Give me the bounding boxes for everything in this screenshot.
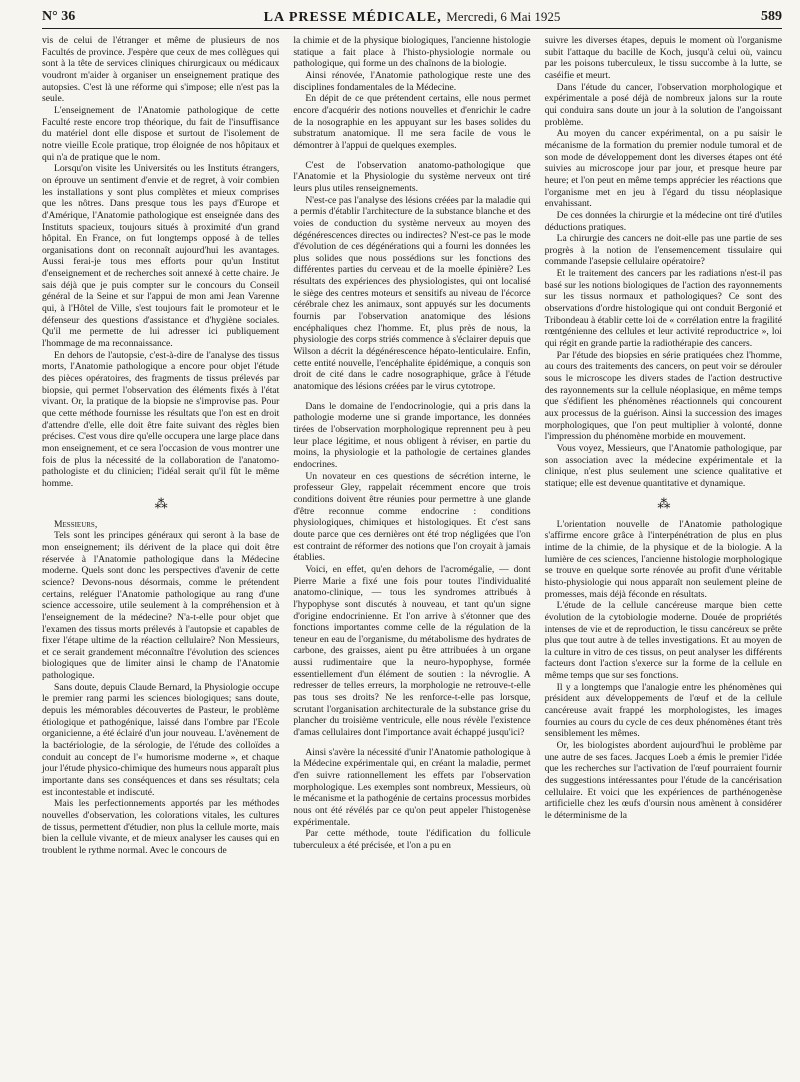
- paragraph: vis de celui de l'étranger et même de plusieurs de nos Facultés de province. J'espère que ceux de mes collègues qui sont à la tête de services cliniques chirurgicaux ou médicaux voudront m'aider à organiser un enseignement pratique des autopsies. C'est là une réforme qui s'impose; elle n'est pas la seule.: [42, 35, 280, 105]
- paragraph: L'orientation nouvelle de l'Anatomie pathologique s'affirme encore grâce à l'interpénétration de plus en plus intime de la chimie, de la physique et de la biologie. A la lumière de ces sciences, l'ancienne histologie morphologique se trouve en quelque sorte rénovée au profit d'une véritable histo-physiologie qui nous apparaît non seulement pleine de promesses, mais déjà féconde en résultats.: [544, 518, 782, 600]
- paragraph: La chirurgie des cancers ne doit-elle pas une partie de ses progrès à la notion de l'ensemencement tissulaire qui commande l'asepsie cellulaire opératoire?: [544, 233, 782, 268]
- issue-number: N° 36: [42, 9, 76, 24]
- column-3: [545, 35, 782, 857]
- article-columns: [42, 35, 782, 857]
- paragraph: Lorsqu'on visite les Universités ou les Instituts étrangers, on éprouve un sentiment d'envie et de regret, à voir combien les installations y sont plus complètes et mieux comprises que les nôtres. Dans presque tous les pays d'Europe et d'Amérique, l'Anatomie pathologique est enseignée dans des Instituts spacieux, toujours situés à proximité d'un grand hôpital. En France, on fut longtemps opposé à de telles organisations dont on reconnaît aujourd'hui les avantages. Aussi ferai-je tous mes efforts pour qu'un Institut d'enseignement et de recherches soit annexé à cette chaire. Je sais déjà que je puis compter sur le concours du Conseil général de la Seine et sur l'appui de mon ami Jean Varenne qui, à l'Hôtel de Ville, s'est toujours fait le promoteur et le défenseur des questions d'assistance et d'hygiène sociales. Qu'il me permette de lui adresser ici publiquement l'hommage de ma reconnaissance.: [42, 163, 280, 350]
- paragraph-gap: [293, 393, 530, 401]
- paragraph: Vous voyez, Messieurs, que l'Anatomie pathologique, par son association avec la médecine expérimentale et la clinique, n'est plus seulement une science qualitative et statique; elle est devenue quantitative et dynamique.: [544, 442, 782, 489]
- paragraph: Sans doute, depuis Claude Bernard, la Physiologie occupe le premier rang parmi les sciences biologiques; sans doute, depuis les mémorables découvertes de Pasteur, le problème étiologique et pathogénique, laissé dans l'ombre par l'Ecole organicienne, a été éclairé d'un jour nouveau. L'avènement de la bactériologie, de la sérologie, de l'étude des colloïdes a conduit au concept de l'« humorisme moderne », et chaque jour l'étude physico-chimique des humeurs nous apparaît plus importante dans ses conséquences et dans ses résultats; cela est incontestable et indiscuté.: [42, 681, 280, 798]
- paragraph: la chimie et de la physique biologiques, l'ancienne histologie statique a fait place à l'histo-physiologie normale ou pathologique, qui forme un des chaînons de la biologie.: [293, 35, 531, 70]
- section-ornament: ⁂: [154, 495, 167, 511]
- paragraph: Et le traitement des cancers par les radiations n'est-il pas basé sur les notions biologiques de l'action des rayonnements sur les tissus normaux et pathologiques? Ce sont des observations d'ordre histologique qui ont conduit Bergonié et Tribondeau à établir cette loi de « corrélation entre la fragilité rœntgénienne des cellules et leur activité reproductrice », loi qui régit en grande partie la radiothérapie des cancers.: [544, 268, 782, 350]
- paragraph: L'étude de la cellule cancéreuse marque bien cette évolution de la cytobiologie moderne. Douée de propriétés intenses de vie et de reproduction, le tissu cancéreux se prête plus que tout autre à de telles investigations. Et au moyen de la culture in vitro de ces tissus, on peut analyser les différents facteurs dont l'action s'exerce sur la forme de la cellule en même temps que sur ses fonctions.: [544, 600, 782, 682]
- paragraph: En dehors de l'autopsie, c'est-à-dire de l'analyse des tissus morts, l'Anatomie pathologique a encore pour objet l'étude des pièces opératoires, des fragments de tissus prélevés par biopsie, qui permet l'observation des éléments fixés à l'état vivant. Or, la pratique de la biopsie ne s'improvise pas. Pour que cette méthode fournisse les résultats que l'on est en droit d'attendre d'elle, elle doit être faite suivant des règles bien précises. C'est vous dire qu'elle occupera une large place dans mon enseignement, et ce sera l'occasion de vous montrer une fois de plus la nécessité de la collaboration de l'anatomo-pathologiste et du clinicien; l'idéal serait qu'il fût le même homme.: [42, 349, 280, 489]
- paragraph: N'est-ce pas l'analyse des lésions créées par la maladie qui a permis d'établir l'architecture de la substance blanche et des voies de conduction du système nerveux au moyen des dégénérescences directes ou indirectes? N'est-ce pas le mode d'évolution de ces dégénérations qui a fourni les données les plus solides que nous possédions sur les fonctions des différentes parties du cerveau et de la moelle épinière? Les résultats des expériences des physiologistes, qui ont localisé le siège des centres moteurs et sensitifs au niveau de l'écorce cérébrale chez les animaux, sont appuyés sur les documents fournis par l'observation anatomique des lésions encéphaliques chez l'homme. Et, plus près de nous, la physiologie des corps striés commence à s'éclairer depuis que Wilson a décrit la dégénérescence hépato-lenticulaire. Enfin, cette entité nouvelle, l'encéphalite épidémique, a conquis son droit de cité dans le cadre nosographique, grâce à l'étude anatomique des lésions créées par le virus cytotrope.: [293, 194, 531, 393]
- column-2: [293, 35, 530, 857]
- paragraph: Par cette méthode, toute l'édification du follicule tuberculeux a été précisée, et l'on a pu en: [293, 828, 531, 851]
- journal-title: LA PRESSE MÉDICALE,: [263, 10, 442, 25]
- paragraph: Dans le domaine de l'endocrinologie, qui a pris dans la pathologie moderne une si grande importance, les données tirées de l'observation morphologique reprennent peu à peu leur place légitime, et nous obligent à réviser, en partie du moins, la physiologie et la pathologie de certaines glandes endocrines.: [293, 400, 531, 470]
- paragraph: Il y a longtemps que l'analogie entre les phénomènes qui président aux développements de l'œuf et de la cellule cancéreuse avait frappé les morphologistes, les images fournies au cours du cycle de ces deux phénomènes étant très sensiblement les mêmes.: [544, 681, 782, 740]
- paragraph: Dans l'étude du cancer, l'observation morphologique et expérimentale a posé déjà de nombreux jalons sur la route qui conduira sans doute un jour à la solution de l'angoissant problème.: [544, 81, 782, 128]
- paragraph: Au moyen du cancer expérimental, on a pu saisir le mécanisme de la formation du premier nodule tumoral et de son mode de développement dont les diverses étapes ont été suivies au microscope jour par jour, et presque heure par heure; et l'on peut en même temps apprécier les réactions que l'organisme met en jeu à l'égard du tissu néoplasique envahissant.: [544, 128, 782, 210]
- paragraph: De ces données la chirurgie et la médecine ont tiré d'utiles déductions pratiques.: [544, 209, 782, 233]
- running-head: [42, 6, 782, 29]
- paragraph: Ainsi rénovée, l'Anatomie pathologique reste une des disciplines fondamentales de la Médecine.: [293, 69, 531, 93]
- section-ornament: ⁂: [657, 495, 670, 511]
- paragraph: Or, les biologistes abordent aujourd'hui le problème par une autre de ses faces. Jacques Loeb a émis le premier l'idée que les recherches sur l'activation de l'œuf pourraient fournir des suggestions intéressantes pour l'étude de la cancérisation cellulaire. Et voici que les expériences de parthénogenèse artificielle chez les œufs d'oursin nous amènent à considérer le déterminisme de la: [544, 740, 782, 821]
- paragraph: Tels sont les principes généraux qui seront à la base de mon enseignement; ils dérivent de la place qui doit être réservée à l'Anatomie pathologique dans la Médecine moderne. Quels sont donc les perspectives d'avenir de cette science? Devons-nous désormais, comme le prétendent certains, reléguer l'Anatomie pathologique au rang d'une science accessoire, utile seulement à la compréhension et à l'enseignement de la médecine? N'a-t-elle pour objet que l'examen des tissus morts prélevés à l'autopsie et capables de fixer l'étape ultime de la réaction cellulaire? Non Messieurs, et ce serait grandement méconnaître l'évolution des sciences biologiques que de limiter ainsi le champ de l'Anatomie pathologique.: [42, 530, 280, 682]
- paragraph-gap: [293, 152, 530, 160]
- paragraph-gap: [293, 739, 530, 747]
- journal-title-line: [42, 6, 782, 29]
- paragraph: En dépit de ce que prétendent certains, elle nous permet encore d'acquérir des notions nouvelles et d'enrichir le cadre de la nosographie en les appuyant sur les bases solides du substratum anatomique. Il me sera facile de vous le démontrer à l'appui de quelques exemples.: [293, 93, 531, 151]
- paragraph: C'est de l'observation anatomo-pathologique que l'Anatomie et la Physiologie du système nerveux ont tiré leurs plus utiles renseignements.: [293, 159, 531, 194]
- paragraph: Par l'étude des biopsies en série pratiquées chez l'homme, au cours des traitements des cancers, on peut voir se dérouler sous le microscope les divers stades de l'action destructive des rayonnements sur la cellule néoplasique, en même temps que s'édifient les phénomènes réactionnels qui concourent aux processus de la guérison. Ainsi la succession des images morphologiques, que l'on peut multiplier à volonté, donne l'impression du phénomène morbide en mouvement.: [544, 349, 782, 443]
- section-heading: Messieurs,: [54, 518, 98, 530]
- page-number: 589: [761, 9, 782, 24]
- paragraph: L'enseignement de l'Anatomie pathologique de cette Faculté reste encore trop théorique, du fait de l'insuffisance du matériel dont elle dispose et surtout de l'isolement de notre vieille Ecole pratique, trop éloignée de nos hôpitaux et qui n'a de pratique que le nom.: [42, 104, 280, 163]
- paragraph: suivre les diverses étapes, depuis le moment où l'organisme subit l'attaque du bacille de Koch, jusqu'à celui où, vaincu par les poisons tuberculeux, le tissu succombe à la lutte, se caséifie et meurt.: [544, 35, 782, 81]
- paragraph: Voici, en effet, qu'en dehors de l'acromégalie, — dont Pierre Marie a fixé une fois pour toutes l'individualité anatomo-clinique, — tous les syndromes attribués à l'hypophyse sont discutés à nouveau, et tant qu'un signe d'origine endocrinienne. Et l'on arrive à s'étonner que des fonctions importantes comme celle de la régulation de la teneur en eau de l'organisme, du métabolisme des hydrates de carbone, des graisses, aient pu être attribuées à un organe aussi rudimentaire que la neuro-hypophyse, formée essentiellement d'un élément de soutien : la névroglie. A redresser de telles erreurs, la morphologie ne retrouve-t-elle pas tous ses droits? Ne les renforce-t-elle pas lorsque, scrutant l'organisation architecturale de la substance grise du plancher du troisième ventricule, elle nous révèle l'existence d'amas cellulaires dont l'importance avait échappé jusqu'ici?: [293, 563, 531, 739]
- paragraph: Un novateur en ces questions de sécrétion interne, le professeur Gley, rappelait récemment encore que trois conditions doivent être réunies pour permettre à une glande d'être reconnue comme endocrine : conditions physiologiques, chimiques et histologiques. Et c'est sans doute parce que ces dernières ont été trop négligées que l'on est contraint de réformer des notions que l'on croyait à jamais établies.: [293, 470, 531, 564]
- column-1: [42, 35, 279, 857]
- paragraph: Mais les perfectionnements apportés par les méthodes nouvelles d'observation, les colorations vitales, les cultures de tissus, permettent d'étudier, non plus la cellule morte, mais bien la cellule vivante, et de mieux analyser les causes qui en troublent le rythme normal. Avec le concours de: [42, 798, 280, 856]
- issue-date: Mercredi, 6 Mai 1925: [446, 9, 561, 24]
- paragraph: Ainsi s'avère la nécessité d'unir l'Anatomie pathologique à la Médecine expérimentale qui, en créant la maladie, permet d'en suivre rationnellement les effets par l'observation morphologique. Les exemples sont nombreux, Messieurs, où le mécanisme et la pathogénie de certains processus morbides nous ont été révélés par ce qu'on peut appeler l'histogenèse expérimentale.: [293, 746, 531, 828]
